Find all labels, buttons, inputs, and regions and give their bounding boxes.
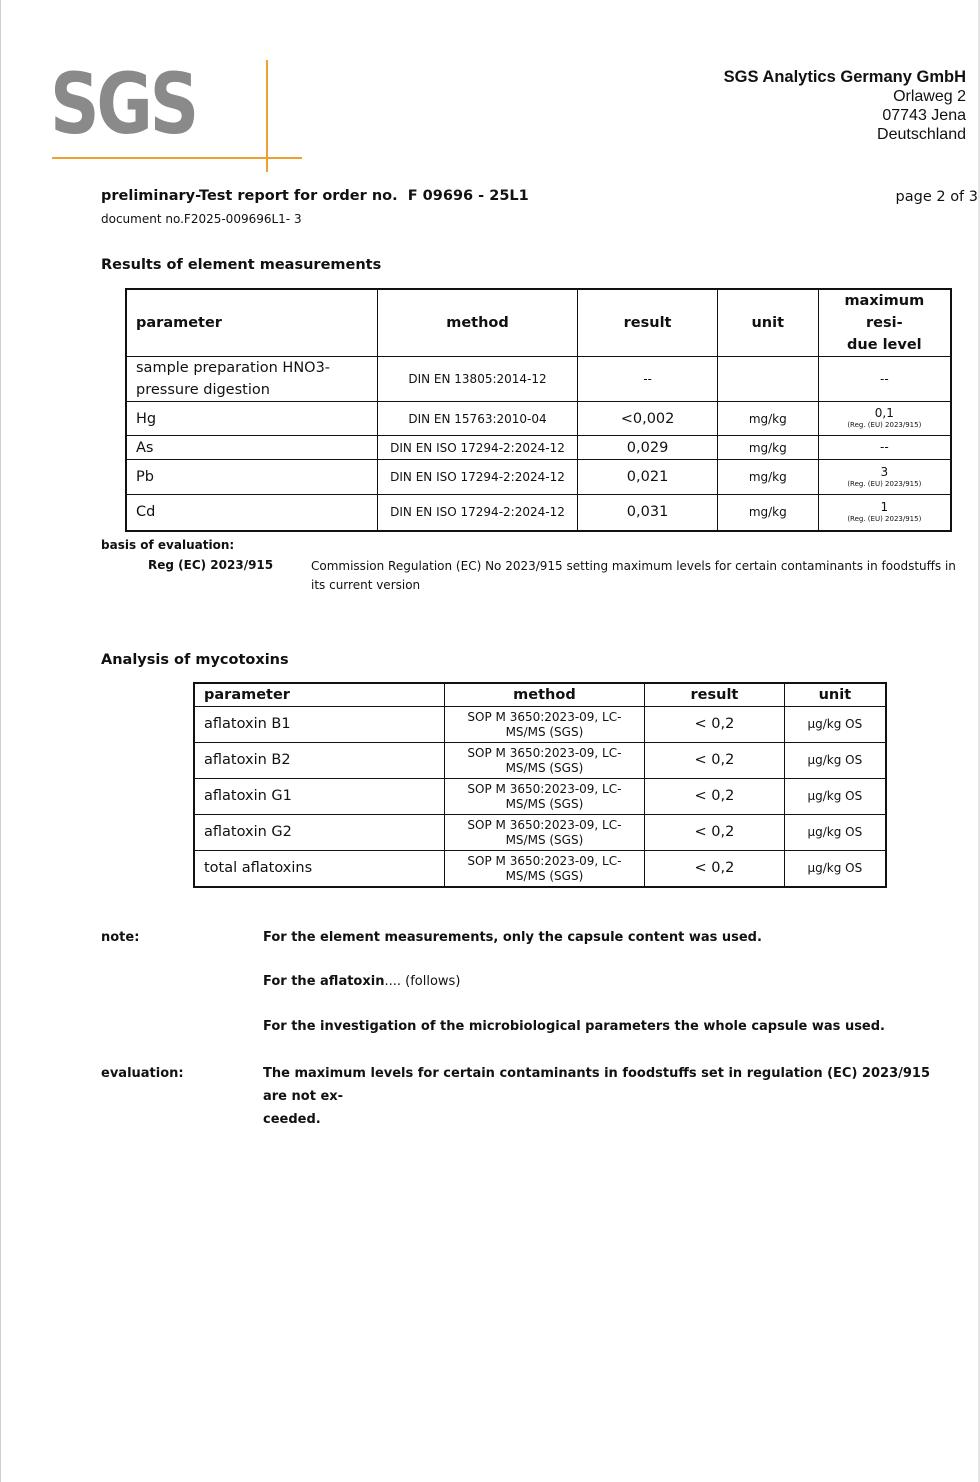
cell-unit: mg/kg bbox=[717, 460, 818, 495]
cell-max bbox=[818, 402, 951, 436]
table-row bbox=[126, 460, 951, 495]
cell-unit: mg/kg bbox=[717, 436, 818, 460]
note-line-2 bbox=[263, 974, 460, 989]
cell-method: SOP M 3650:2023-09, LC- MS/MS (SGS) bbox=[444, 743, 644, 779]
cell-parameter: aflatoxin G2 bbox=[194, 815, 444, 851]
cell-parameter: total aflatoxins bbox=[194, 851, 444, 888]
company-country: Deutschland bbox=[877, 126, 966, 143]
col-header-method: method bbox=[377, 289, 577, 357]
cell-max-value: 0,1 bbox=[874, 406, 894, 420]
col-header-unit: unit bbox=[784, 683, 886, 707]
cell-result: 0,031 bbox=[578, 495, 718, 531]
cell-unit: µg/kg OS bbox=[784, 851, 886, 888]
cell-parameter: Pb bbox=[126, 460, 377, 495]
cell-method: DIN EN ISO 17294-2:2024-12 bbox=[377, 460, 577, 495]
report-title: preliminary-Test report for order no. F 09696 - 25L1 bbox=[101, 188, 529, 204]
cell-method: DIN EN ISO 17294-2:2024-12 bbox=[377, 495, 577, 531]
cell-parameter: aflatoxin G1 bbox=[194, 779, 444, 815]
page-left-edge bbox=[0, 0, 1, 1482]
col-header-result: result bbox=[645, 683, 785, 707]
cell-unit: µg/kg OS bbox=[784, 779, 886, 815]
mycotoxins-heading: Analysis of mycotoxins bbox=[101, 652, 289, 668]
logo-horizontal-rule bbox=[52, 157, 302, 159]
cell-max bbox=[818, 460, 951, 495]
company-city: 07743 Jena bbox=[882, 107, 966, 124]
table-row bbox=[126, 357, 951, 402]
cell-max-reference: (Reg. (EU) 2023/915) bbox=[847, 421, 922, 429]
note-line-2-rest: .... (follows) bbox=[384, 974, 461, 989]
col-header-max-residue: maximum resi- due level bbox=[818, 289, 951, 357]
cell-parameter: sample preparation HNO3- pressure digestion bbox=[126, 357, 377, 402]
table-row bbox=[194, 779, 886, 815]
cell-result: < 0,2 bbox=[645, 815, 785, 851]
table-row bbox=[194, 851, 886, 888]
cell-result: 0,029 bbox=[578, 436, 718, 460]
basis-label: basis of evaluation: bbox=[101, 538, 235, 552]
cell-max-value: -- bbox=[879, 440, 889, 454]
cell-result: -- bbox=[578, 357, 718, 402]
table-row bbox=[126, 402, 951, 436]
cell-max bbox=[818, 357, 951, 402]
cell-max-value: -- bbox=[879, 371, 889, 386]
cell-method: SOP M 3650:2023-09, LC- MS/MS (SGS) bbox=[444, 851, 644, 888]
page-number: page 2 of 3 bbox=[895, 189, 978, 205]
cell-max bbox=[818, 495, 951, 531]
cell-result: < 0,2 bbox=[645, 743, 785, 779]
cell-result: <0,002 bbox=[578, 402, 718, 436]
table-row bbox=[126, 495, 951, 531]
col-header-method: method bbox=[444, 683, 644, 707]
table-row bbox=[194, 707, 886, 743]
cell-unit bbox=[717, 357, 818, 402]
cell-method: SOP M 3650:2023-09, LC- MS/MS (SGS) bbox=[444, 815, 644, 851]
note-line-1-text: For the element measurements, only the capsule content was used. bbox=[263, 930, 762, 945]
cell-result: < 0,2 bbox=[645, 851, 785, 888]
cell-parameter: As bbox=[126, 436, 377, 460]
evaluation-label: evaluation: bbox=[101, 1066, 184, 1081]
note-line-3-text: For the investigation of the microbiological parameters the whole capsule was used. bbox=[263, 1019, 885, 1034]
col-header-parameter: parameter bbox=[194, 683, 444, 707]
cell-parameter: aflatoxin B1 bbox=[194, 707, 444, 743]
company-street: Orlaweg 2 bbox=[893, 88, 966, 105]
note-line-2-bold: For the aflatoxin bbox=[263, 974, 385, 989]
cell-max-reference: (Reg. (EU) 2023/915) bbox=[847, 479, 922, 488]
cell-method: DIN EN ISO 17294-2:2024-12 bbox=[377, 436, 577, 460]
cell-max-value: 3 bbox=[880, 464, 889, 479]
table-row bbox=[126, 436, 951, 460]
mycotoxins-table bbox=[193, 682, 887, 888]
cell-unit: mg/kg bbox=[717, 495, 818, 531]
cell-parameter: aflatoxin B2 bbox=[194, 743, 444, 779]
elements-heading: Results of element measurements bbox=[101, 257, 382, 273]
cell-parameter: Hg bbox=[126, 402, 377, 436]
cell-unit: mg/kg bbox=[717, 402, 818, 436]
document-number: document no.F2025-009696L1- 3 bbox=[101, 212, 302, 226]
cell-unit: µg/kg OS bbox=[784, 707, 886, 743]
note-line-1 bbox=[263, 930, 762, 945]
cell-method: DIN EN 15763:2010-04 bbox=[377, 402, 577, 436]
cell-method: SOP M 3650:2023-09, LC- MS/MS (SGS) bbox=[444, 707, 644, 743]
evaluation-text: The maximum levels for certain contaminants in foodstuffs set in regulation (EC) 2023/915 are not ex- ceeded. bbox=[263, 1066, 930, 1127]
cell-max bbox=[818, 436, 951, 460]
elements-table bbox=[125, 288, 952, 532]
cell-result: < 0,2 bbox=[645, 707, 785, 743]
cell-unit: µg/kg OS bbox=[784, 743, 886, 779]
elements-header-row bbox=[126, 289, 951, 357]
sgs-logo-text: SGS bbox=[50, 55, 196, 153]
note-line-3 bbox=[263, 1019, 885, 1034]
basis-regulation: Reg (EC) 2023/915 bbox=[148, 558, 274, 572]
basis-text: Commission Regulation (EC) No 2023/915 setting maximum levels for certain contaminants in foodstuffs in its current version bbox=[311, 559, 956, 592]
cell-max-value: 1 bbox=[880, 499, 889, 514]
col-header-parameter: parameter bbox=[126, 289, 377, 357]
company-address bbox=[724, 68, 966, 144]
cell-method: DIN EN 13805:2014-12 bbox=[377, 357, 577, 402]
cell-result: < 0,2 bbox=[645, 779, 785, 815]
logo-vertical-rule bbox=[266, 60, 268, 172]
cell-max-reference: (Reg. (EU) 2023/915) bbox=[847, 514, 922, 523]
mycotoxins-header-row bbox=[194, 683, 886, 707]
cell-result: 0,021 bbox=[578, 460, 718, 495]
cell-parameter: Cd bbox=[126, 495, 377, 531]
table-row bbox=[194, 743, 886, 779]
company-name: SGS Analytics Germany GmbH bbox=[723, 68, 966, 86]
cell-unit: µg/kg OS bbox=[784, 815, 886, 851]
table-row bbox=[194, 815, 886, 851]
cell-method: SOP M 3650:2023-09, LC- MS/MS (SGS) bbox=[444, 779, 644, 815]
col-header-result: result bbox=[578, 289, 718, 357]
note-label: note: bbox=[101, 930, 140, 945]
col-header-unit: unit bbox=[717, 289, 818, 357]
